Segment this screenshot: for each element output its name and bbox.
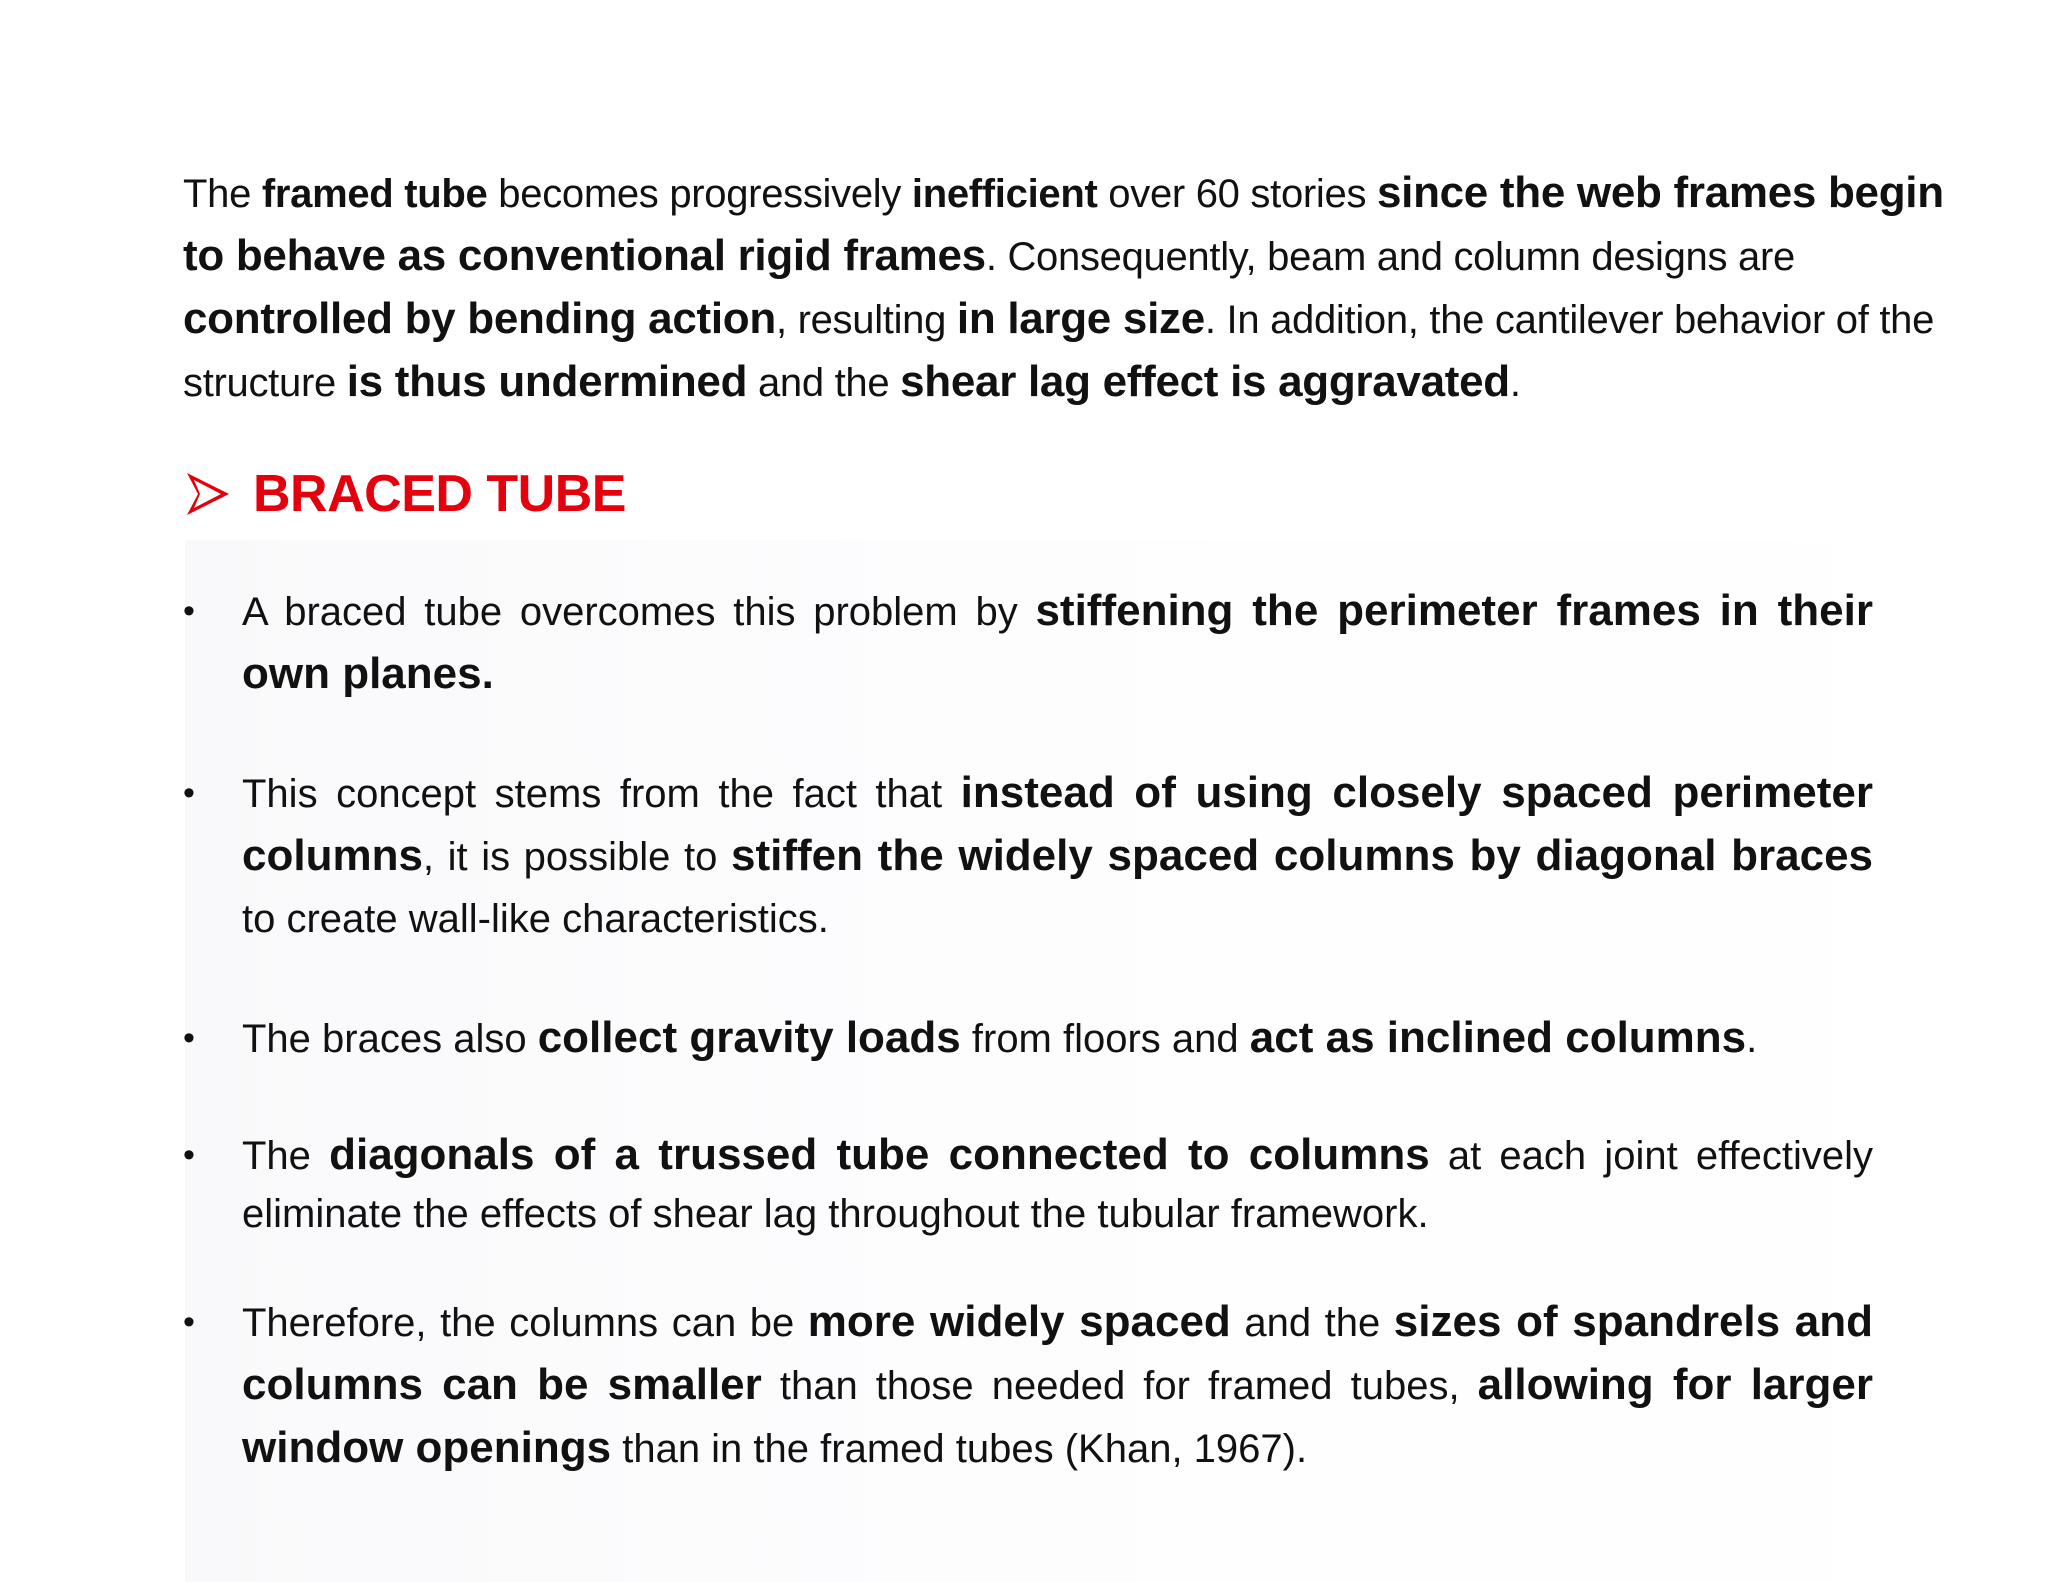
bullet-run-bold: allowing for larger window openings xyxy=(242,1360,1873,1472)
bullet-run-bold: diagonals of a trussed tube connected to columns xyxy=(329,1130,1430,1179)
intro-run-bold: controlled by bending action xyxy=(183,294,776,343)
intro-paragraph xyxy=(183,162,1983,414)
intro-run-bold: in large size xyxy=(956,294,1205,343)
bullet-list xyxy=(183,580,1873,1480)
bullet-dot: • xyxy=(183,1303,195,1341)
intro-run-bold: framed tube xyxy=(261,172,488,216)
bullet-run: The xyxy=(242,1134,330,1178)
bullet-run: Therefore, the columns can be xyxy=(242,1301,808,1345)
list-item xyxy=(183,1007,1873,1070)
bullet-run-bold: stiffen the widely spaced columns by diagonal braces xyxy=(730,831,1874,880)
list-item xyxy=(183,580,1873,706)
intro-run: , resulting xyxy=(775,298,957,342)
bullet-run: than those needed for framed tubes, xyxy=(761,1364,1478,1408)
bullet-run-bold: act as inclined columns xyxy=(1249,1013,1747,1062)
bullet-run-bold: more widely spaced xyxy=(807,1297,1231,1346)
bullet-run: to create wall-like characteristics. xyxy=(242,897,829,941)
arrowhead-bullet-icon xyxy=(185,471,231,517)
intro-run: and the xyxy=(747,361,901,405)
bullet-run-bold: collect gravity loads xyxy=(537,1013,961,1062)
bullet-run-bold: stiffening the perimeter frames in their own planes. xyxy=(242,586,1873,698)
intro-run-bold: since the web frames begin to behave as conventional rigid frames xyxy=(183,168,1944,280)
intro-run: . Consequently, beam and column designs are xyxy=(985,235,1795,279)
bullet-run: This concept stems from the fact that xyxy=(242,772,961,816)
intro-run: over 60 stories xyxy=(1097,172,1377,216)
intro-run: becomes progressively xyxy=(487,172,912,216)
intro-run: . In addition, the cantilever behavior of the structure xyxy=(183,298,1935,405)
intro-run-bold: shear lag effect is aggravated xyxy=(900,357,1510,406)
bullet-run: A braced tube overcomes this problem by xyxy=(242,590,1036,634)
section-title: BRACED TUBE xyxy=(253,465,626,523)
bullet-run-bold: instead of using closely spaced perimeter columns xyxy=(242,768,1873,880)
list-item xyxy=(183,1291,1873,1480)
intro-run: . xyxy=(1509,361,1521,405)
list-item xyxy=(183,1126,1873,1243)
bullet-run-bold: sizes of spandrels and columns can be smaller xyxy=(242,1297,1873,1409)
intro-run-bold: inefficient xyxy=(911,172,1098,216)
list-item xyxy=(183,762,1873,950)
bullet-dot: • xyxy=(183,1019,195,1057)
bullet-run: than in the framed tubes (Khan, 1967). xyxy=(611,1427,1308,1471)
section-heading xyxy=(185,458,626,530)
bullet-run: from floors and xyxy=(960,1017,1250,1061)
bullet-run: and the xyxy=(1230,1301,1394,1345)
intro-run: The xyxy=(183,172,262,216)
bullet-run: The braces also xyxy=(242,1017,538,1061)
bullet-dot: • xyxy=(183,774,195,812)
bullet-run: . xyxy=(1746,1017,1758,1061)
bullet-run: at each joint effectively eliminate the effects of shear lag throughout the tubular framework. xyxy=(242,1134,1873,1236)
bullet-dot: • xyxy=(183,1136,195,1174)
intro-run-bold: is thus undermined xyxy=(346,357,748,406)
bullet-dot: • xyxy=(183,592,195,630)
bullet-run: , it is possible to xyxy=(422,835,731,879)
